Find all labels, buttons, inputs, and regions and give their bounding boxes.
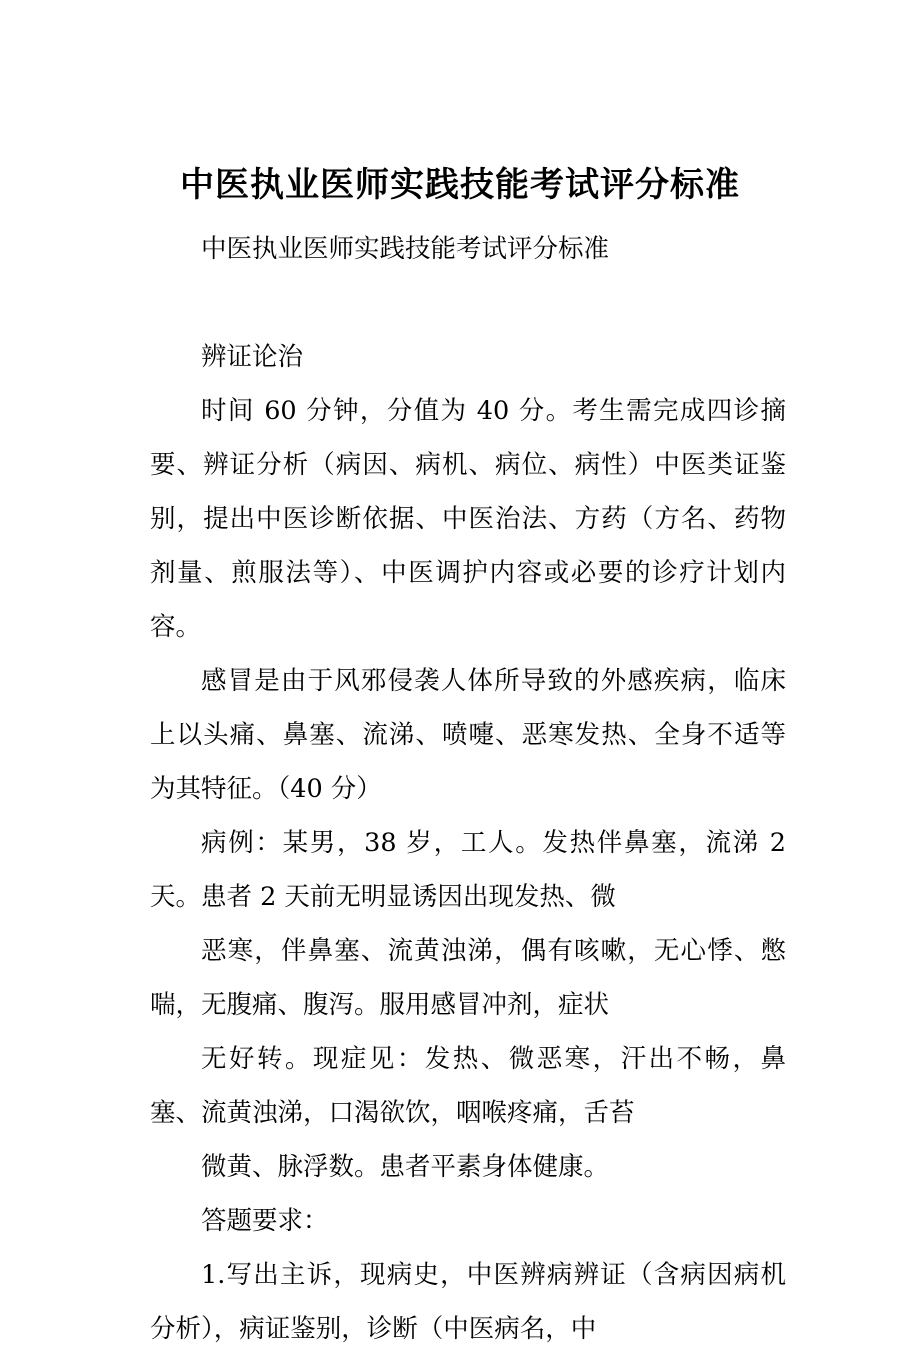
page-title: 中医执业医师实践技能考试评分标准 <box>180 164 740 205</box>
paragraph-answer-requirement-item-1: 1.写出主诉，现病史，中医辨病辨证（含病因病机分析），病证鉴别，诊断（中医病名，中 <box>150 1260 786 1344</box>
paragraph-ganmao-definition: 感冒是由于风邪侵袭人体所导致的外感疾病，临床上以头痛、鼻塞、流涕、喷嚏、恶寒发热、全身不适等为其特征。（40 分） <box>150 666 786 804</box>
paragraph-case-line-1: 病例：某男，38 岁，工人。发热伴鼻塞，流涕 2 天。患者 2 天前无明显诱因出现发热、微 <box>150 828 786 912</box>
paragraph-case-line-3: 无好转。现症见：发热、微恶寒，汗出不畅，鼻塞、流黄浊涕，口渴欲饮，咽喉疼痛，舌苔 <box>150 1044 786 1128</box>
paragraph-case-line-4: 微黄、脉浮数。患者平素身体健康。 <box>201 1152 610 1182</box>
paragraph-answer-requirements-heading: 答题要求： <box>201 1206 329 1236</box>
document-body <box>150 222 786 1356</box>
paragraph-exam-requirements: 时间 60 分钟，分值为 40 分。考生需完成四诊摘要、辨证分析（病因、病机、病位、病性）中医类证鉴别，提出中医诊断依据、中医治法、方药（方名、药物剂量、煎服法等）、中医调护内容或必要的诊疗计划内容。 <box>150 396 786 642</box>
document-subtitle: 中医执业医师实践技能考试评分标准 <box>201 234 610 264</box>
section-heading-bianzhenglunzhi: 辨证论治 <box>201 342 304 372</box>
paragraph-case-line-2: 恶寒，伴鼻塞、流黄浊涕，偶有咳嗽，无心悸、憋喘，无腹痛、腹泻。服用感冒冲剂，症状 <box>150 936 786 1020</box>
